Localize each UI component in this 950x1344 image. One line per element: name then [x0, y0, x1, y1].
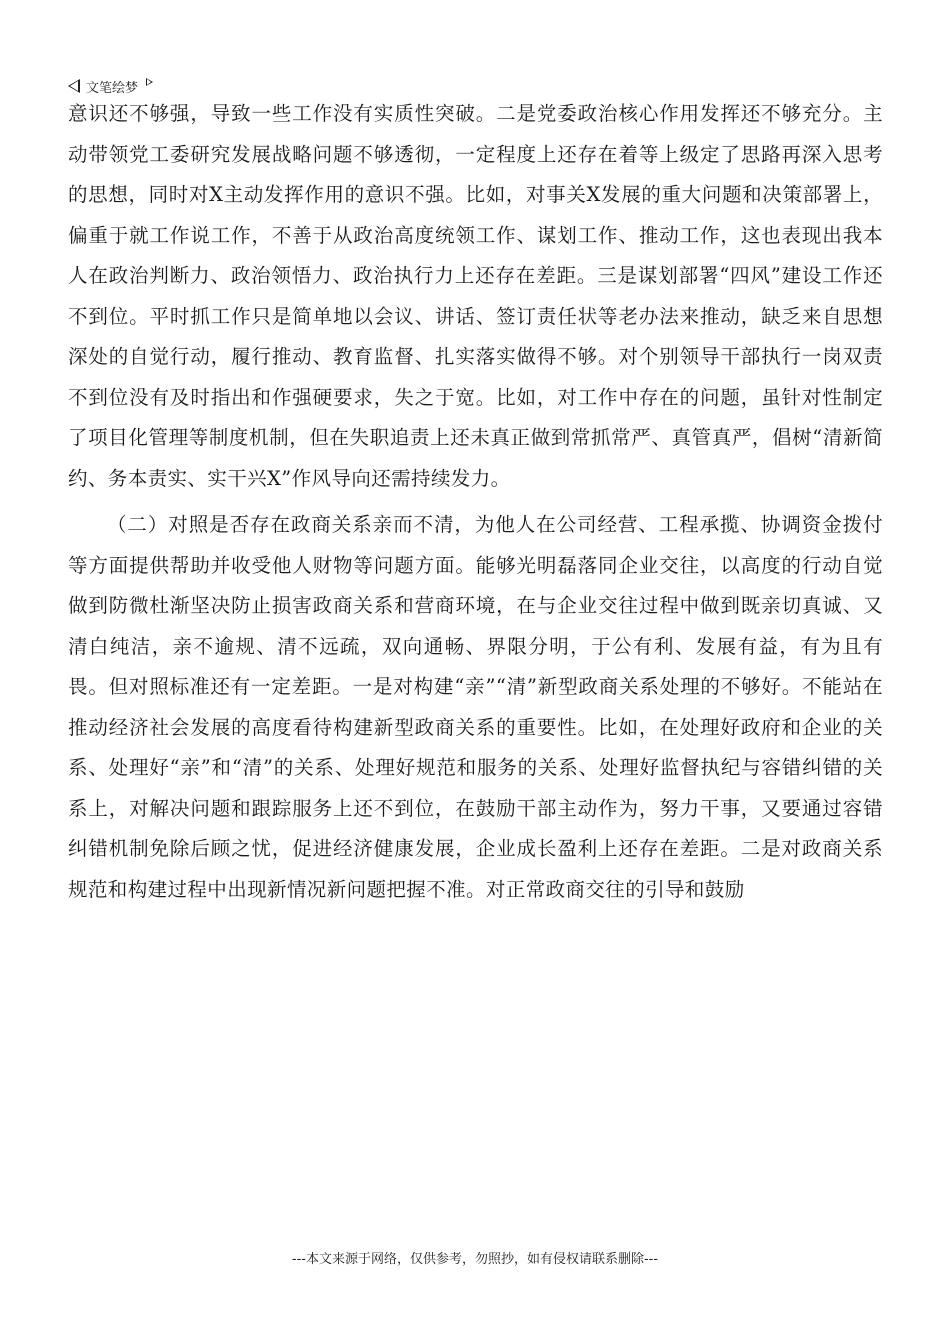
paragraph-section-2: （二）对照是否存在政商关系亲而不清，为他人在公司经营、工程承揽、协调资金拨付等方面提供帮助并收受他人财物等问题方面。能够光明磊落同企业交往，以高度的行动自觉做到防微杜渐坚决防止损害政商关系和营商环境，在与企业交往过程中做到既亲切真诚、又清白纯洁，亲不逾规、清不远疏，双向通畅、界限分明，于公有利、发展有益，有为且有畏。但对照标准还有一定差距。一是对构建“亲”“清”新型政商关系处理的不够好。不能站在推动经济社会发展的高度看待构建新型政商关系的重要性。比如，在处理好政府和企业的关系、处理好“亲”和“清”的关系、处理好规范和服务的关系、处理好监督执纪与容错纠错的关系上，对解决问题和跟踪服务上还不到位，在鼓励干部主动作为，努力干事，又要通过容错纠错机制免除后顾之忧，促进经济健康发展，企业成长盈利上还存在差距。二是对政商关系规范和构建过程中出现新情况新问题把握不准。对正常政商交往的引导和鼓励: [68, 513, 883, 901]
triangle-left-icon: [68, 79, 80, 93]
triangle-right-icon: [146, 78, 153, 86]
page-header: [68, 76, 153, 96]
page-footer-disclaimer: ---本文来源于网络，仅供参考，勿照抄，如有侵权请联系删除---: [291, 1252, 659, 1267]
header-brand: 文笔绘梦: [86, 80, 139, 96]
document-body: [68, 94, 883, 910]
paragraph-continued: 意识还不够强，导致一些工作没有实质性突破。二是党委政治核心作用发挥还不够充分。主动带领党工委研究发展战略问题不够透彻，一定程度上还存在着等上级定了思路再深入思考的思想，同时对X主动发挥作用的意识不强。比如，对事关X发展的重大问题和决策部署上，偏重于就工作说工作，不善于从政治高度统领工作、谋划工作、推动工作，这也表现出我本人在政治判断力、政治领悟力、政治执行力上还存在差距。三是谋划部署“四风”建设工作还不到位。平时抓工作只是简单地以会议、讲话、签订责任状等老办法来推动，缺乏来自思想深处的自觉行动，履行推动、教育监督、扎实落实做得不够。对个别领导干部执行一岗双责不到位没有及时指出和作强硬要求，失之于宽。比如，对工作中存在的问题，虽针对性制定了项目化管理等制度机制，但在失职追责上还未真正做到常抓常严、真管真严，倡树“清新简约、务本责实、实干兴X”作风导向还需持续发力。: [68, 102, 883, 490]
